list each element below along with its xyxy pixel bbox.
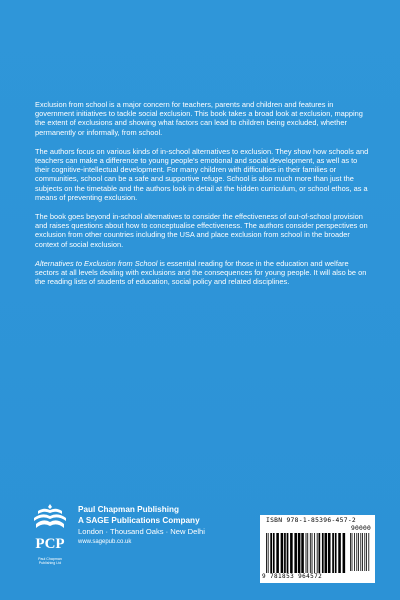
publisher-name: Paul Chapman Publishing — [78, 505, 179, 514]
ean-barcode — [266, 533, 348, 575]
ean-bar — [307, 533, 308, 573]
price-code-text: 90000 — [351, 525, 371, 532]
logo-text: PCP — [35, 536, 65, 552]
addon-bar — [358, 533, 359, 571]
blurb-paragraph-4 — [35, 259, 373, 287]
ean-bar — [310, 533, 311, 573]
blurb-paragraph-1: Exclusion from school is a major concern for teachers, parents and children and features in government initiatives to tackle social exclusion. This book takes a broad look at exclusion, mapping the extent of exclusions and showing what factors can lead to children being excluded, whether permanently or informally, from school. — [35, 100, 363, 137]
logo-line-2: Publishing Ltd — [38, 561, 62, 565]
ean-bar — [290, 533, 293, 573]
ean-bar — [270, 533, 272, 573]
ean-bar — [338, 533, 341, 573]
publisher-company: A SAGE Publications Company — [78, 516, 200, 525]
ean-bar — [322, 533, 324, 573]
ean-bar — [324, 533, 327, 573]
ean-bar — [318, 533, 320, 573]
isbn-text: ISBN 978-1-85396-457-2 — [266, 517, 357, 524]
addon-bar — [366, 533, 367, 571]
publisher-logo — [30, 504, 70, 574]
publisher-cities: London · Thousand Oaks · New Delhi — [78, 527, 205, 536]
ean-bar — [335, 533, 337, 573]
ean-bar — [276, 533, 279, 573]
ean-bar — [266, 533, 267, 573]
ean-bar — [312, 533, 313, 573]
book-title-italic: Alternatives to Exclusion from School — [35, 258, 158, 268]
publisher-block — [30, 504, 240, 584]
barcode-box — [260, 515, 375, 583]
book-stack-logo-icon — [30, 504, 70, 562]
publisher-url: www.sagepub.co.uk — [78, 539, 132, 545]
ean-bar — [287, 533, 289, 573]
addon-barcode — [350, 533, 372, 573]
blurb-paragraph-3: The book goes beyond in-school alternatives to consider the effectiveness of out-of-school provision and raises questions about how to conceptualise effectiveness. The authors consider perspectives on exclusion from other countries including the USA and place exclusion from school in the broader context of social exclusion. — [35, 212, 368, 249]
blurb-paragraph-2: The authors focus on various kinds of in-school alternatives to exclusion. They show how schools and teachers can make a difference to young people's emotional and social development, as well as to their cognitive-intellectual development. For many children with difficulties in their families or communities, school can be a safe and supportive refuge. School is also much more than just the subjects on the timetable and the authors look in detail at the hidden curriculum, or school ethos, as a means of preventing exclusion. — [35, 146, 369, 202]
publisher-text — [78, 504, 248, 548]
ean-bar — [301, 533, 304, 573]
ean-bar — [328, 533, 331, 573]
addon-bar — [352, 533, 353, 571]
ean-bar — [281, 533, 284, 573]
ean-bar — [273, 533, 275, 573]
logo-line-1: Paul Chapman — [38, 557, 62, 561]
addon-bar — [354, 533, 355, 571]
addon-bar — [368, 533, 369, 571]
ean-bar — [298, 533, 301, 573]
ean-bar — [332, 533, 334, 573]
ean-digits-text: 9 781853 964572 — [262, 573, 323, 580]
ean-bar — [343, 533, 346, 573]
addon-bar — [364, 533, 365, 571]
ean-bar — [317, 533, 318, 573]
addon-bar — [362, 533, 363, 571]
addon-bar — [350, 533, 351, 571]
blurb-paragraph-4-rest: is essential reading for those in the education and welfare sectors at all levels dealing with exclusions and the consequences for young people. It will also be on the reading lists of students of education, social policy and related disciplines. — [35, 258, 367, 287]
addon-bar — [360, 533, 361, 571]
addon-bar — [356, 533, 357, 571]
ean-bar — [284, 533, 286, 573]
ean-bar — [268, 533, 269, 573]
ean-bar — [294, 533, 297, 573]
blurb-text — [35, 100, 373, 296]
ean-bar — [314, 533, 315, 573]
ean-bar — [306, 533, 307, 573]
